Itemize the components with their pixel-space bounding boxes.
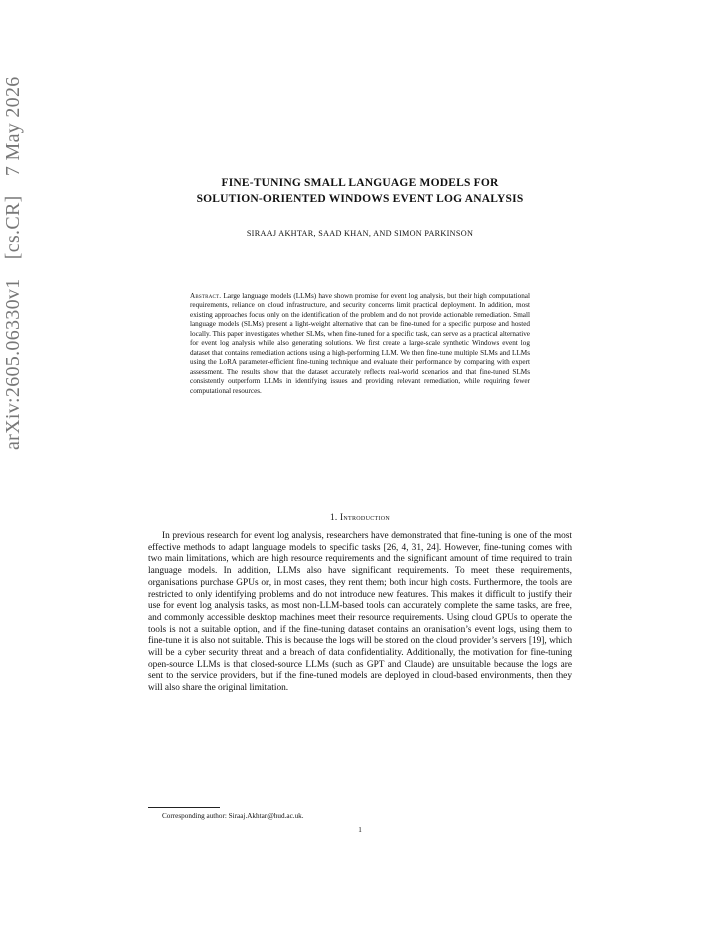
abstract-text: Large language models (LLMs) have shown promise for event log analysis, but their high computational requirements, reliance on cloud infrastructure, and security concerns limit practical deployment. In addition, most existing approaches focus only on the identification of the problem and do not provide actionable remediation. Small language models (SLMs) present a light-weight alternative that can be fine-tuned for a specific purpose and hosted locally. This paper investigates whether SLMs, when fine-tuned for a specific task, can serve as a practical alternative for event log analysis while also generating solutions. We first create a large-scale synthetic Windows event log dataset that contains remediation actions using a high-performing LLM. We then fine-tune multiple SLMs and LLMs using the LoRA parameter-efficient fine-tuning technique and evaluate their performance by comparing with expert assessment. The results show that the dataset accurately reflects real-world scenarios and that fine-tuned SLMs consistently outperform LLMs in identifying issues and providing relevant remediation, while requiring fewer computational resources. bbox=[190, 292, 530, 395]
corresponding-author-footnote: Corresponding author: Siraaj.Akhtar@hud.ac.uk. bbox=[162, 812, 304, 820]
footnote-divider bbox=[148, 807, 220, 808]
arxiv-category: [cs.CR] bbox=[2, 195, 24, 260]
paper-authors: SIRAAJ AKHTAR, SAAD KHAN, AND SIMON PARKINSON bbox=[246, 229, 474, 238]
abstract bbox=[190, 292, 530, 396]
arxiv-id: arXiv:2605.06330v1 bbox=[2, 278, 24, 450]
paper-title-line-2: SOLUTION-ORIENTED WINDOWS EVENT LOG ANALYSIS bbox=[196, 193, 524, 205]
arxiv-date: 7 May 2026 bbox=[2, 76, 24, 177]
paper-title bbox=[120, 175, 600, 207]
section-heading-introduction: 1. Introduction bbox=[329, 512, 391, 522]
arxiv-identifier-stamp bbox=[2, 62, 25, 450]
abstract-label: Abstract. bbox=[190, 292, 222, 300]
paper-title-line-1: FINE-TUNING SMALL LANGUAGE MODELS FOR bbox=[221, 177, 499, 189]
introduction-paragraph: In previous research for event log analysis, researchers have demonstrated that fine-tuning is one of the most effective methods to adapt language models to specific tasks [26, 4, 31, 24]. However, fine-tuning comes with two main limitations, which are high resource requirements and the significant amount of time required to train language models. In addition, LLMs also have significant requirements. To meet these requirements, organisations purchase GPUs or, in most cases, they rent them; both incur high costs. Furthermore, the tools are restricted to only identifying problems and do not introduce new features. This makes it difficult to justify their use for event log analysis tasks, as most non-LLM-based tools can accurately complete the same tasks, are free, and commonly accessible desktop machines meet their resource requirements. Using cloud GPUs to operate the tools is not a suitable option, and if the fine-tuning dataset contains an oranisation’s event logs, using them to fine-tune it is also not suitable. This is because the logs will be stored on the cloud provider’s servers [19], which will be a cyber security threat and a breach of data confidentiality. Additionally, the motivation for fine-tuning open-source LLMs is that closed-source LLMs (such as GPT and Claude) are unsuitable because the logs are sent to the service providers, but if the fine-tuned models are deployed in cloud-based environments, then they will also share the original limitation. bbox=[148, 531, 572, 694]
page-number: 1 bbox=[358, 826, 362, 834]
